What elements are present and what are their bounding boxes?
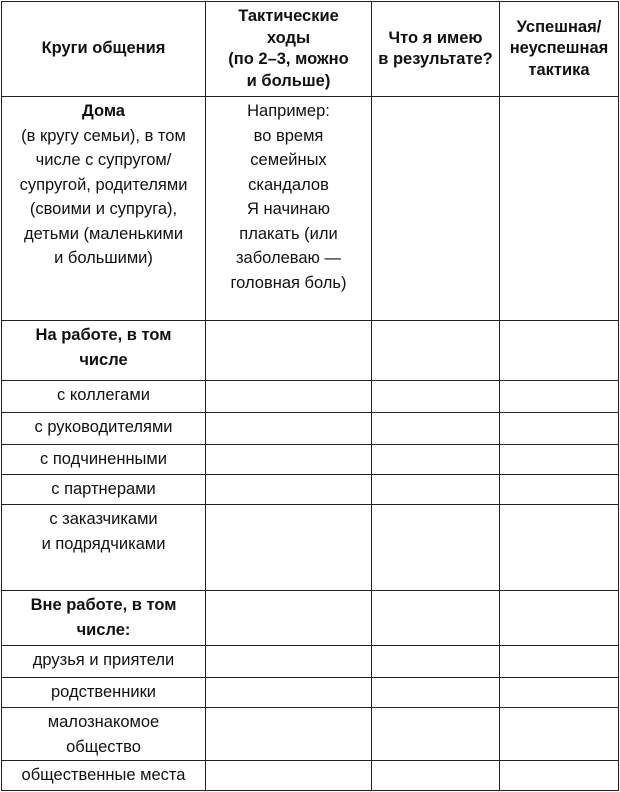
empty-cell [500,761,619,791]
work-item-cell [2,475,206,505]
table-row-outside-friends [2,646,619,678]
home-title: Дома [82,102,125,120]
table-row-work-colleagues [2,381,619,413]
empty-cell [372,678,500,708]
work-item-label: с руководителями [34,418,173,436]
table-row-outside-acquaintances [2,708,619,761]
table-row-home [2,97,619,321]
table-row-work [2,321,619,381]
home-line: числе с супругом/ [35,151,172,169]
home-line: и большими) [54,249,153,267]
header-line: неуспешная [509,39,609,58]
empty-cell [372,381,500,413]
home-example-cell [206,97,372,321]
empty-cell [500,413,619,445]
header-tactical-moves [206,2,372,97]
header-line: Круги общения [41,39,166,58]
home-circle-cell [2,97,206,321]
home-line: (в кругу семьи), в том [21,126,186,145]
work-item-cell [2,413,206,445]
work-item-label: с заказчиками [49,510,158,528]
empty-cell [500,646,619,678]
work-item-label: и подрядчиками [41,534,166,553]
header-line: Что я имею [388,28,483,47]
example-line: Например: [247,102,330,120]
work-title-line: числе [79,350,128,369]
outside-item-cell [2,678,206,708]
empty-cell [206,678,372,708]
empty-cell [372,97,500,321]
outside-title-line: Вне работе, в том [30,596,177,614]
outside-item-label: общественные места [21,766,186,784]
header-line: ходы [266,28,311,47]
home-line: (своими и супруга), [29,200,178,218]
empty-cell [500,708,619,761]
empty-cell [500,475,619,505]
empty-cell [206,761,372,791]
work-circle-cell [2,321,206,381]
example-line: Я начинаю [247,200,330,218]
empty-cell [372,761,500,791]
home-line: супругой, родителями [19,175,188,194]
empty-cell [372,505,500,591]
empty-cell [372,708,500,761]
work-item-cell [2,505,206,591]
table-row-work-contractors [2,505,619,591]
empty-cell [206,321,372,381]
header-line: Успешная/ [516,17,602,36]
example-line: заболеваю — [235,249,342,267]
example-line: во время [253,126,324,145]
empty-cell [206,475,372,505]
empty-cell [500,591,619,646]
example-line: скандалов [248,175,329,194]
empty-cell [372,413,500,445]
outside-item-cell [2,761,206,791]
empty-cell [206,646,372,678]
home-line: детьми (маленькими [23,224,184,243]
empty-cell [206,413,372,445]
example-line: плакать (или [239,224,338,243]
work-item-cell [2,445,206,475]
empty-cell [500,505,619,591]
work-item-label: с подчиненными [40,450,167,468]
communication-tactics-table [1,1,619,791]
table-row-outside [2,591,619,646]
work-item-label: с коллегами [57,386,150,404]
empty-cell [500,678,619,708]
table-row-work-partners [2,475,619,505]
empty-cell [372,445,500,475]
empty-cell [206,381,372,413]
empty-cell [206,591,372,646]
empty-cell [206,505,372,591]
empty-cell [372,591,500,646]
outside-item-cell [2,708,206,761]
outside-circle-cell [2,591,206,646]
empty-cell [500,381,619,413]
header-line: в результате? [378,50,493,68]
outside-item-label: малознакомое [47,713,160,731]
table-row-outside-relatives [2,678,619,708]
work-title-line: На работе, в том [35,326,172,344]
empty-cell [206,708,372,761]
header-communication-circles [2,2,206,97]
empty-cell [206,445,372,475]
empty-cell [372,646,500,678]
table-row-work-subordinates [2,445,619,475]
header-line: (по 2–3, можно [228,50,349,68]
table-header-row [2,2,619,97]
empty-cell [372,475,500,505]
outside-item-cell [2,646,206,678]
empty-cell [372,321,500,381]
example-line: головная боль) [230,273,347,292]
empty-cell [500,97,619,321]
empty-cell [500,321,619,381]
header-line: Тактические [238,7,339,25]
outside-title-line: числе: [76,620,131,639]
header-success [500,2,619,97]
example-line: семейных [250,151,327,169]
header-line: тактика [528,60,590,79]
outside-item-label: общество [66,737,141,756]
outside-item-label: родственники [50,683,157,701]
table-row-work-managers [2,413,619,445]
header-result [372,2,500,97]
outside-item-label: друзья и приятели [32,651,175,669]
work-item-label: с партнерами [51,480,156,498]
work-item-cell [2,381,206,413]
empty-cell [500,445,619,475]
table-row-outside-public-places [2,761,619,791]
header-line: и больше) [246,71,331,90]
